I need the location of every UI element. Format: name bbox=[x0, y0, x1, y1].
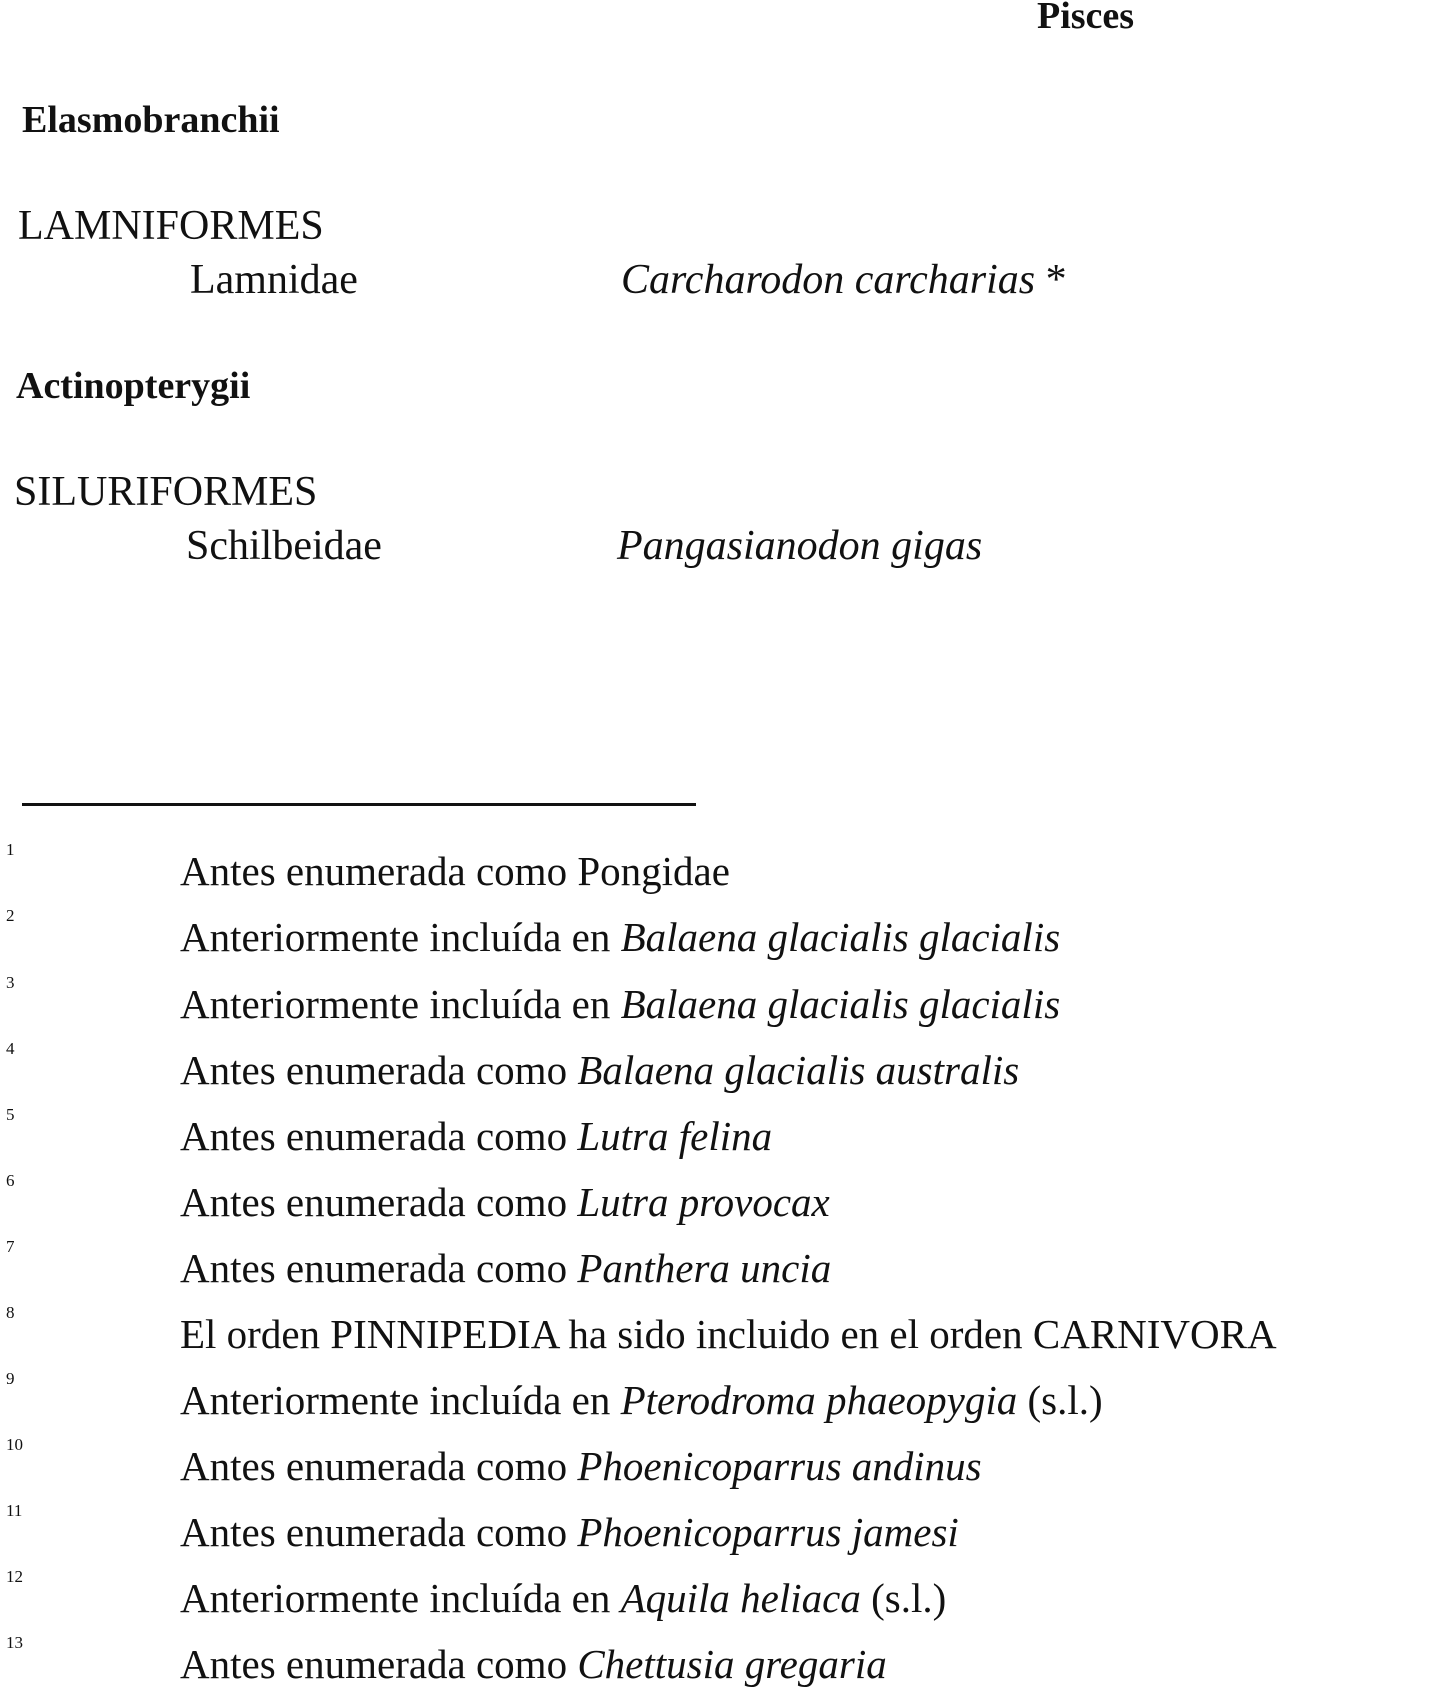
footnote-text: Anteriormente incluída en Aquila heliaca (s.l.) bbox=[180, 1575, 947, 1621]
footnote-number: 7 bbox=[6, 1237, 15, 1256]
footnote-text: Antes enumerada como Phoenicoparrus andinus bbox=[180, 1443, 982, 1489]
family-name-lamnidae: Lamnidae bbox=[190, 257, 358, 303]
footnote-separator-rule bbox=[22, 803, 696, 806]
footnote-number: 1 bbox=[6, 840, 15, 859]
footnote-text: El orden PINNIPEDIA ha sido incluido en el orden CARNIVORA bbox=[180, 1311, 1277, 1357]
species-asterisk: * bbox=[1035, 257, 1067, 303]
footnote-text: Anteriormente incluída en Balaena glacialis glacialis bbox=[180, 914, 1061, 960]
footnote-text: Antes enumerada como Lutra provocax bbox=[180, 1179, 830, 1225]
species-name: Pangasianodon gigas bbox=[617, 523, 983, 569]
order-heading-siluriformes: SILURIFORMES bbox=[14, 469, 318, 515]
footnote-text: Antes enumerada como Pongidae bbox=[180, 848, 730, 894]
order-heading-lamniformes: LAMNIFORMES bbox=[18, 203, 324, 249]
footnote-number: 6 bbox=[6, 1171, 15, 1190]
footnote-number: 2 bbox=[6, 906, 15, 925]
footnote-number: 11 bbox=[6, 1501, 23, 1520]
footnote-text: Antes enumerada como Panthera uncia bbox=[180, 1245, 832, 1291]
footnote-text: Anteriormente incluída en Pterodroma phaeopygia (s.l.) bbox=[180, 1377, 1103, 1423]
footnote-number: 12 bbox=[6, 1567, 23, 1586]
footnote-text: Antes enumerada como Lutra felina bbox=[180, 1113, 773, 1159]
footnote-number: 8 bbox=[6, 1303, 15, 1322]
footnote-number: 4 bbox=[6, 1039, 15, 1058]
species-entry-carcharodon bbox=[621, 256, 1067, 304]
page-title: Pisces bbox=[1037, 0, 1135, 37]
footnote-number: 13 bbox=[6, 1633, 23, 1652]
footnote-text: Anteriormente incluída en Balaena glacialis glacialis bbox=[180, 981, 1061, 1027]
footnote-number: 10 bbox=[6, 1435, 23, 1454]
species-name: Carcharodon carcharias bbox=[621, 257, 1036, 303]
footnote-text: Antes enumerada como Balaena glacialis australis bbox=[180, 1047, 1020, 1093]
class-heading-elasmobranchii: Elasmobranchii bbox=[22, 99, 280, 141]
footnote-number: 5 bbox=[6, 1105, 15, 1124]
family-name-schilbeidae: Schilbeidae bbox=[186, 523, 382, 569]
footnote-text: Antes enumerada como Chettusia gregaria bbox=[180, 1641, 887, 1687]
footnote-number: 3 bbox=[6, 973, 15, 992]
footnote-number: 9 bbox=[6, 1369, 15, 1388]
footnote-text: Antes enumerada como Phoenicoparrus jamesi bbox=[180, 1509, 959, 1555]
class-heading-actinopterygii: Actinopterygii bbox=[16, 365, 251, 407]
species-entry-pangasianodon bbox=[617, 522, 982, 570]
